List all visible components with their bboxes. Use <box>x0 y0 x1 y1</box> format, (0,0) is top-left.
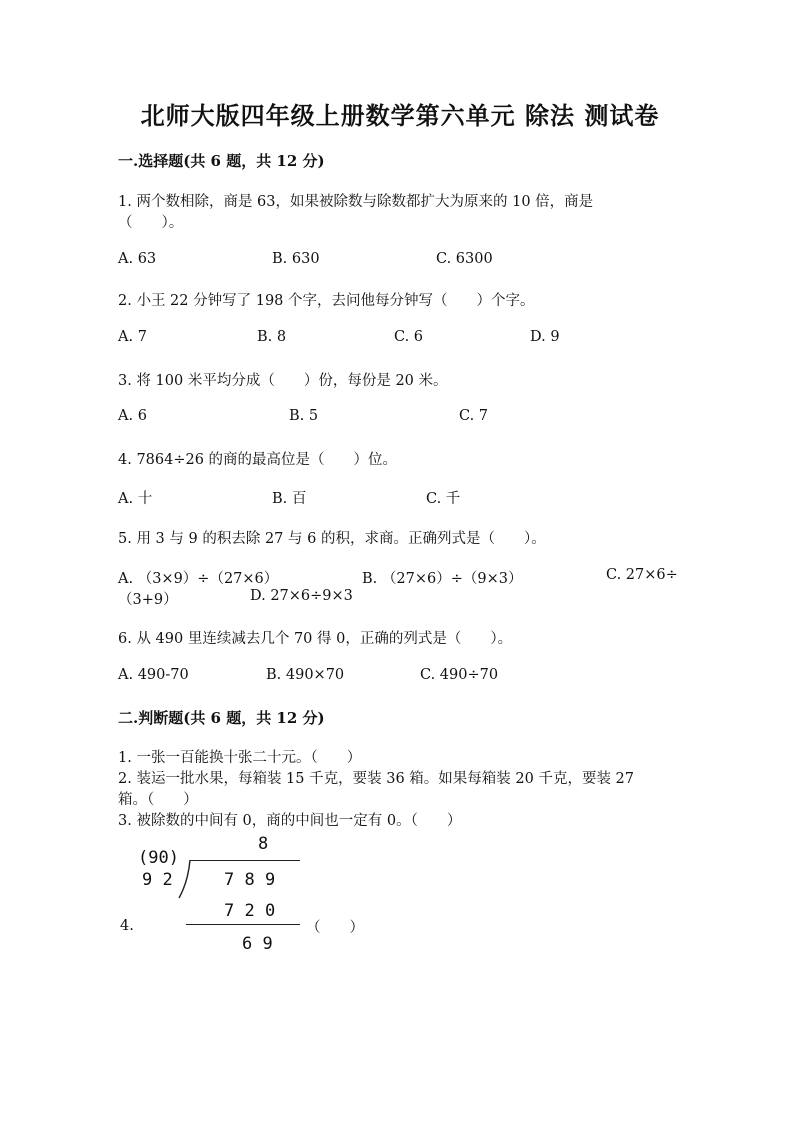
section1-heading: 一.选择题(共 6 题，共 12 分) <box>118 152 325 170</box>
q5-option-c[interactable]: C. 27×6÷ <box>606 567 678 583</box>
division-product: 7 2 0 <box>224 901 276 921</box>
tf1-line: 1. 一张一百能换十张二十元。（ ） <box>118 750 362 766</box>
tf4-number: 4. <box>120 918 134 934</box>
q2-option-a[interactable]: A. 7 <box>118 329 147 345</box>
q3-line1: 3. 将 100 米平均分成（ ）份，每份是 20 米。 <box>118 373 448 389</box>
q6-option-a[interactable]: A. 490-70 <box>118 667 189 683</box>
q2-option-d[interactable]: D. 9 <box>530 329 560 345</box>
q6-option-c[interactable]: C. 490÷70 <box>420 667 499 683</box>
tf3-line: 3. 被除数的中间有 0，商的中间也一定有 0。（ ） <box>118 813 462 829</box>
q2-option-c[interactable]: C. 6 <box>394 329 424 345</box>
q3-option-b[interactable]: B. 5 <box>289 408 319 424</box>
q4-option-a[interactable]: A. 十 <box>118 491 153 507</box>
tf2-line1: 2. 装运一批水果，每箱装 15 千克，要装 36 箱。如果每箱装 20 千克，要装 27 <box>118 771 635 787</box>
q6-line1: 6. 从 490 里连续减去几个 70 得 0，正确的列式是（ ）。 <box>118 631 513 647</box>
q1-option-c[interactable]: C. 6300 <box>436 251 493 267</box>
division-note: (90) <box>138 848 179 868</box>
q5-option-c-continued[interactable]: （3+9） <box>118 592 178 608</box>
q1-line2: （ ）。 <box>118 215 184 231</box>
division-bracket <box>176 858 196 900</box>
division-remainder: 6 9 <box>242 934 273 954</box>
q2-line1: 2. 小王 22 分钟写了 198 个字，去问他每分钟写（ ）个字。 <box>118 293 535 309</box>
division-dividend: 7 8 9 <box>224 870 276 890</box>
q4-option-c[interactable]: C. 千 <box>426 491 461 507</box>
q1-line1: 1. 两个数相除，商是 63，如果被除数与除数都扩大为原来的 10 倍，商是 <box>118 194 594 210</box>
q4-line1: 4. 7864÷26 的商的最高位是（ ）位。 <box>118 452 398 468</box>
q1-option-a[interactable]: A. 63 <box>118 251 157 267</box>
q1-option-b[interactable]: B. 630 <box>272 251 320 267</box>
q5-option-d[interactable]: D. 27×6÷9×3 <box>250 588 353 604</box>
q3-option-c[interactable]: C. 7 <box>459 408 489 424</box>
q4-option-b[interactable]: B. 百 <box>272 491 307 507</box>
page-title: 北师大版四年级上册数学第六单元 除法 测试卷 <box>140 101 660 130</box>
q6-option-b[interactable]: B. 490×70 <box>266 667 345 683</box>
q2-option-b[interactable]: B. 8 <box>257 329 287 345</box>
tf4-paren: （ ） <box>306 920 364 936</box>
section2-heading: 二.判断题(共 6 题，共 12 分) <box>118 709 325 727</box>
division-subtract-line <box>186 924 300 925</box>
q3-option-a[interactable]: A. 6 <box>118 408 147 424</box>
division-divisor: 9 2 <box>142 870 173 890</box>
division-quotient: 8 <box>258 834 269 854</box>
q5-line1: 5. 用 3 与 9 的积去除 27 与 6 的积，求商。正确列式是（ ）。 <box>118 531 546 547</box>
q5-option-b[interactable]: B. （27×6）÷（9×3） <box>362 571 523 587</box>
division-bar <box>190 860 300 861</box>
q5-option-a[interactable]: A. （3×9）÷（27×6） <box>118 571 279 587</box>
tf2-line2: 箱。（ ） <box>118 792 198 808</box>
